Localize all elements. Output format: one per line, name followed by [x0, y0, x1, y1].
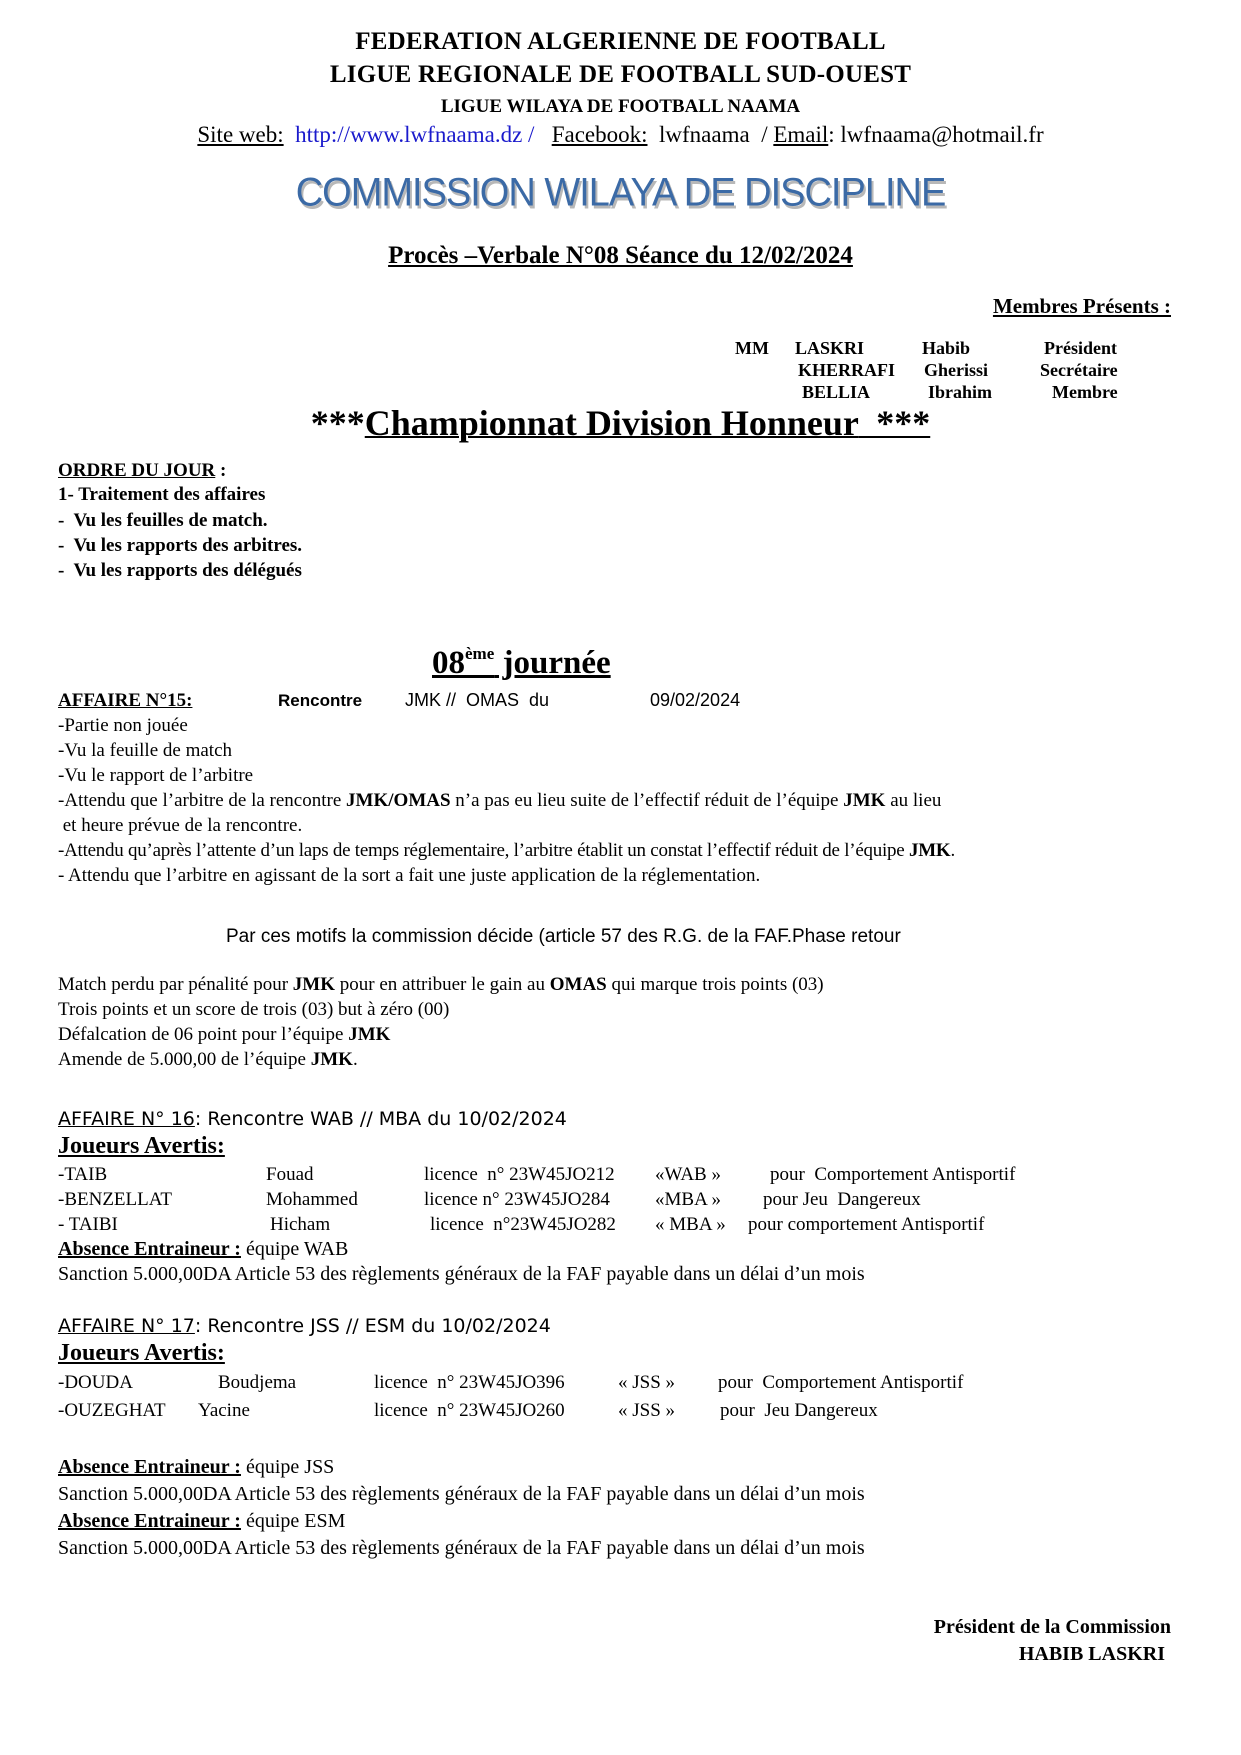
player-club: « MBA » [655, 1214, 726, 1235]
text: . [950, 840, 955, 861]
affaire17-absence-2 [58, 1510, 345, 1533]
team: JMK [310, 1049, 353, 1070]
text: au lieu [885, 790, 942, 811]
player-row [58, 1400, 1208, 1424]
email-value: : lwfnaama@hotmail.fr [828, 122, 1044, 147]
journee-label: journée [494, 645, 611, 681]
ordre-item: - Vu les rapports des délégués [58, 560, 302, 581]
membres-prefix: MM [735, 338, 769, 358]
text: n’a pas eu lieu suite de l’effectif réduit de l’équipe [450, 790, 844, 811]
player-prenom: Fouad [266, 1164, 314, 1185]
player-nom: -TAIB [58, 1164, 108, 1185]
player-club: « JSS » [618, 1400, 676, 1421]
team: JMK/OMAS [346, 790, 451, 811]
journee-title [432, 644, 611, 682]
ligue-regionale-title: LIGUE REGIONALE DE FOOTBALL SUD-OUEST [329, 61, 912, 88]
player-club: «MBA » [655, 1189, 721, 1210]
affaire15-date: 09/02/2024 [650, 690, 741, 710]
text: Amende de 5.000,00 de l’équipe [58, 1049, 311, 1070]
player-motif: pour comportement Antisportif [748, 1214, 985, 1235]
player-licence: licence n°23W45JO282 [430, 1214, 616, 1235]
player-nom: - TAIBI [58, 1214, 118, 1235]
team: JMK [908, 840, 951, 861]
absence-value: équipe JSS [240, 1456, 335, 1478]
affaire15-line: -Partie non jouée [58, 715, 188, 736]
player-licence: licence n° 23W45JO284 [424, 1189, 610, 1210]
ordre-label: ORDRE DU JOUR [58, 460, 216, 481]
affaire15-attendu-1 [58, 790, 941, 812]
player-row [58, 1214, 1208, 1238]
player-motif: pour Jeu Dangereux [720, 1400, 878, 1421]
text: . [352, 1049, 358, 1070]
affaire16-number: AFFAIRE N° 16 [58, 1108, 195, 1130]
affaire16-joueurs-title: Joueurs Avertis: [58, 1133, 225, 1159]
affaire15-title: AFFAIRE N°15: [58, 690, 193, 711]
facebook-value: lwfnaama [659, 122, 750, 147]
absence-label: Absence Entraineur : [58, 1510, 241, 1532]
player-licence: licence n° 23W45JO260 [374, 1400, 565, 1421]
absence-value: équipe ESM [240, 1510, 346, 1532]
journee-sup: ème [465, 644, 495, 663]
team: JMK [292, 974, 335, 995]
absence-label: Absence Entraineur : [58, 1456, 241, 1478]
stars-right: *** [858, 403, 931, 443]
affaire17-match: : Rencontre JSS // ESM du 10/02/2024 [194, 1315, 551, 1337]
text: Défalcation de 06 point pour l’équipe [58, 1024, 349, 1045]
stars-left: *** [310, 403, 365, 443]
affaire17-sanction-2: Sanction 5.000,00DA Article 53 des règlements généraux de la FAF payable dans un délai d’un mois [58, 1537, 865, 1559]
decision-heading: Par ces motifs la commission décide (article 57 des R.G. de la FAF.Phase retour [226, 926, 901, 947]
affaire17-absence-1 [58, 1456, 334, 1479]
player-motif: pour Comportement Antisportif [718, 1372, 964, 1393]
ordre-item: - Vu les rapports des arbitres. [58, 535, 303, 556]
player-row [58, 1189, 1208, 1213]
team: JMK [348, 1024, 391, 1045]
journee-num: 08 [432, 645, 465, 681]
player-prenom: Mohammed [266, 1189, 358, 1210]
affaire15-rencontre: Rencontre [278, 691, 363, 710]
signature-name: HABIB LASKRI [1018, 1643, 1165, 1665]
player-prenom: Boudjema [218, 1372, 297, 1393]
player-licence: licence n° 23W45JO212 [424, 1164, 615, 1185]
player-nom: -DOUDA [58, 1372, 133, 1393]
championnat-name: Championnat Division Honneur [364, 403, 859, 443]
affaire15-attendu-2 [58, 840, 955, 862]
membre-nom: BELLIA [802, 382, 871, 402]
ordre-du-jour-title [58, 460, 226, 482]
site-label: Site web: [197, 122, 284, 147]
affaire16-match: : Rencontre WAB // MBA du 10/02/2024 [194, 1108, 567, 1130]
player-licence: licence n° 23W45JO396 [374, 1372, 565, 1393]
ordre-colon: : [215, 460, 227, 481]
membre-prenom: Ibrahim [928, 382, 993, 402]
membre-role: Secrétaire [1040, 360, 1118, 380]
membre-role: Président [1044, 338, 1117, 358]
player-nom: -OUZEGHAT [58, 1400, 166, 1421]
affaire17-sanction-1: Sanction 5.000,00DA Article 53 des règlements généraux de la FAF payable dans un délai d’un mois [58, 1483, 865, 1505]
championnat-title [0, 402, 1241, 444]
decision-line-1 [58, 974, 824, 996]
commission-title: COMMISSION WILAYA DE DISCIPLINE [295, 170, 946, 216]
text: Match perdu par pénalité pour [58, 974, 293, 995]
affaire15-line: -Vu le rapport de l’arbitre [58, 765, 254, 786]
contact-line [0, 122, 1241, 148]
affaire15-attendu-1b: et heure prévue de la rencontre. [58, 815, 303, 836]
player-motif: pour Comportement Antisportif [770, 1164, 1016, 1185]
membres-title: Membres Présents : [992, 294, 1171, 318]
affaire15-attendu-3: - Attendu que l’arbitre en agissant de la sort a fait une juste application de la réglementation. [58, 865, 761, 886]
affaire16-absence [58, 1238, 348, 1261]
decision-line-4 [58, 1049, 358, 1071]
affaire17-joueurs-title: Joueurs Avertis: [58, 1340, 225, 1366]
player-motif: pour Jeu Dangereux [763, 1189, 921, 1210]
affaire15-line: -Vu la feuille de match [58, 740, 233, 761]
player-row [58, 1372, 1208, 1396]
affaire15-match: JMK // OMAS du [405, 690, 550, 710]
affaire17-title [58, 1315, 551, 1337]
player-prenom: Yacine [198, 1400, 250, 1421]
text: -Attendu que l’arbitre de la rencontre [58, 790, 347, 811]
membre-prenom: Habib [922, 338, 971, 358]
federation-title: FEDERATION ALGERIENNE DE FOOTBALL [355, 28, 886, 55]
affaire16-title [58, 1108, 567, 1130]
player-nom: -BENZELLAT [58, 1189, 172, 1210]
team: JMK [843, 790, 886, 811]
player-row [58, 1164, 1208, 1188]
membre-nom: LASKRI [795, 338, 865, 358]
facebook-label: Facebook: [551, 122, 648, 147]
ordre-item: 1- Traitement des affaires [58, 484, 266, 505]
membre-nom: KHERRAFI [798, 360, 896, 380]
pv-title: Procès –Verbale N°08 Séance du 12/02/2024 [388, 242, 853, 269]
absence-value: équipe WAB [240, 1238, 349, 1260]
text: -Attendu qu’après l’attente d’un laps de temps réglementaire, l’arbitre établit un constat l’effectif réduit de l’équipe [58, 840, 909, 861]
membre-role: Membre [1052, 382, 1118, 402]
separator: / [761, 122, 768, 147]
membre-prenom: Gherissi [924, 360, 989, 380]
site-link[interactable]: http://www.lwfnaama.dz / [295, 122, 535, 147]
absence-label: Absence Entraineur : [58, 1238, 241, 1260]
email-label: Email [773, 122, 829, 147]
decision-line-2: Trois points et un score de trois (03) but à zéro (00) [58, 999, 450, 1020]
ligue-wilaya-title: LIGUE WILAYA DE FOOTBALL NAAMA [440, 96, 801, 117]
affaire16-sanction: Sanction 5.000,00DA Article 53 des règlements généraux de la FAF payable dans un délai d’un mois [58, 1263, 865, 1285]
affaire17-number: AFFAIRE N° 17 [58, 1315, 195, 1337]
signature-title: Président de la Commission [933, 1616, 1171, 1638]
player-club: «WAB » [655, 1164, 721, 1185]
ordre-item: - Vu les feuilles de match. [58, 510, 268, 531]
text: pour en attribuer le gain au [335, 974, 550, 995]
team: OMAS [549, 974, 607, 995]
player-prenom: Hicham [270, 1214, 331, 1235]
text: qui marque trois points (03) [606, 974, 824, 995]
player-club: « JSS » [618, 1372, 676, 1393]
decision-line-3 [58, 1024, 390, 1046]
